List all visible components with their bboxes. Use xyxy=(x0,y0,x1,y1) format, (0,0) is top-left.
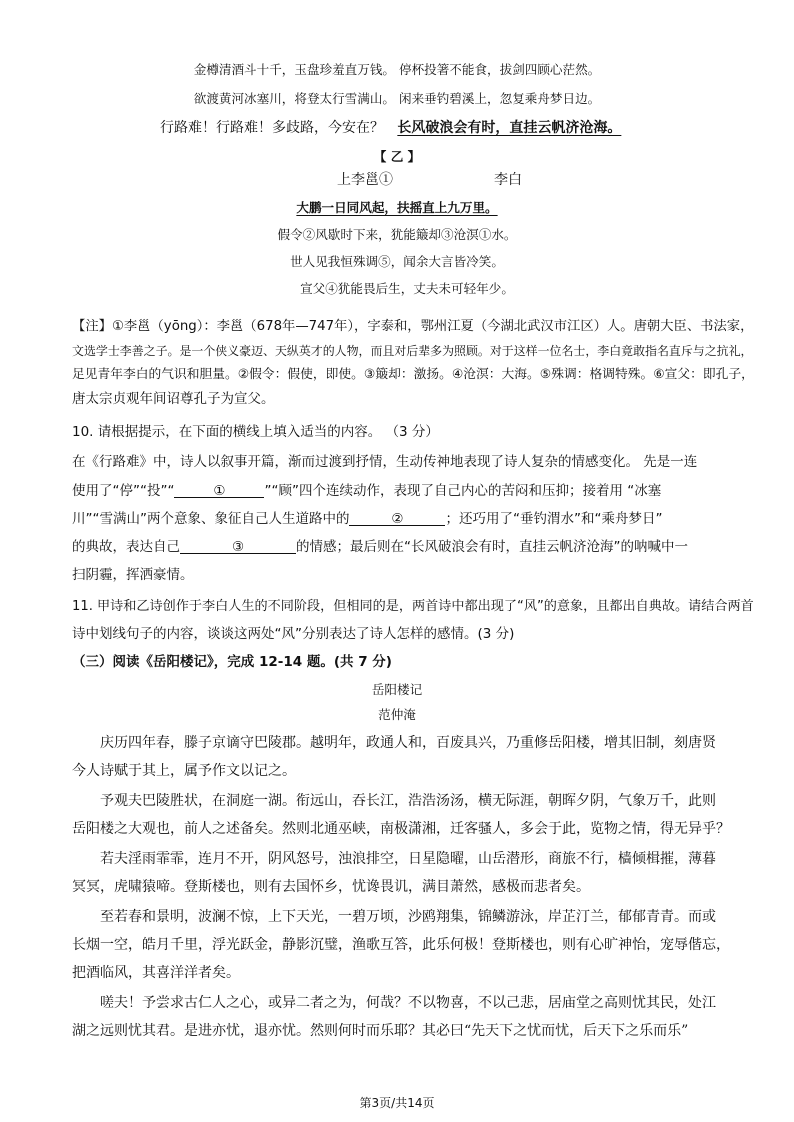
essay-p5-line-1: 嗟夫！予尝求古仁人之心，或异二者之为，何哉？不以物喜，不以己悲，居庙堂之高则忧其民，处江 xyxy=(100,995,716,1011)
question-11-line-1: 11. 甲诗和乙诗创作于李白人生的不同阶段，但相同的是，两首诗中都出现了“风”的意象，且都出自典故。请结合两首 xyxy=(72,599,754,614)
poem-jia-line-2: 欲渡黄河冰塞川，将登太行雪满山。 闲来垂钓碧溪上，忽复乘舟梦日边。 xyxy=(193,91,601,106)
essay-p4-line-2: 长烟一空，皓月千里，浮光跃金，静影沉璧，渔歌互答，此乐何极！登斯楼也，则有心旷神怡，宠辱偕忘， xyxy=(72,937,730,953)
poem-jia-line-1: 金樽清酒斗十千，玉盘珍羞直万钱。 停杯投箸不能食，拔剑四顾心茫然。 xyxy=(193,62,601,77)
essay-p1-line-2: 今人诗赋于其上，属予作文以记之。 xyxy=(72,763,296,779)
essay-p1-line-1: 庆历四年春，滕子京谪守巴陵郡。越明年，政通人和，百废具兴，乃重修岳阳楼，增其旧制，刻唐贤 xyxy=(100,735,716,751)
essay-author: 范仲淹 xyxy=(378,707,416,722)
note-line-4: 唐太宗贞观年间诏尊孔子为宣父。 xyxy=(72,391,275,407)
question-10-line-4-b: 的情感；最后则在“长风破浪会有时，直挂云帆济沧海”的呐喊中一 xyxy=(296,539,688,555)
question-10-line-3-b: ；还巧用了“垂钓渭水”和“乘舟梦日” xyxy=(445,511,663,527)
poem-jia-underlined-line: 长风破浪会有时，直挂云帆济沧海。 xyxy=(397,120,622,136)
question-10-line-2 xyxy=(72,481,661,501)
question-10-line-3 xyxy=(72,509,662,529)
page-number: 第3页/共14页 xyxy=(359,1096,435,1110)
question-10-line-2-a: 使用了“停”“投”“ xyxy=(72,483,175,499)
essay-p3-line-1: 若夫淫雨霏霏，连月不开，阴风怒号，浊浪排空，日星隐曜，山岳潜形，商旅不行，樯倾楫摧，薄暮 xyxy=(100,851,716,867)
answer-blank-3[interactable]: ③ xyxy=(180,537,296,554)
poem-jia-line-3-text: 行路难！行路难！多歧路，今安在？ xyxy=(160,120,384,136)
question-10-line-2-b: ”“顾”四个连续动作，表现了自己内心的苦闷和压抑；接着用 “冰塞 xyxy=(264,483,662,499)
essay-p5-line-2: 湖之远则忧其君。是进亦忧，退亦忧。然则何时而乐耶？其必曰“先天下之忧而忧，后天下之乐而乐” xyxy=(72,1023,689,1039)
answer-blank-1[interactable]: ① xyxy=(174,481,264,498)
essay-p4-line-3: 把酒临风，其喜洋洋者矣。 xyxy=(72,965,240,981)
section-3-heading: （三）阅读《岳阳楼记》，完成 12-14 题。(共 7 分) xyxy=(72,654,392,670)
question-10-line-1: 在《行路难》中，诗人以叙事开篇，渐而过渡到抒情，生动传神地表现了诗人复杂的情感变化。 先是一连 xyxy=(72,454,698,470)
poem-yi-underlined-line: 大鹏一日同风起，扶摇直上九万里。 xyxy=(296,200,498,215)
poem-yi-title: 上李邕① xyxy=(337,172,393,188)
question-10-line-5: 扫阴霾，挥洒豪情。 xyxy=(72,567,194,583)
poem-yi-line-2: 假令②风歇时下来，犹能簸却③沧溟①水。 xyxy=(277,227,517,242)
question-10-line-4 xyxy=(72,537,688,557)
poem-yi-marker: 【 乙 】 xyxy=(373,149,421,164)
question-10-stem: 10. 请根据提示，在下面的横线上填入适当的内容。 （3 分） xyxy=(72,424,439,440)
essay-p4-line-1: 至若春和景明，波澜不惊，上下天光，一碧万顷，沙鸥翔集，锦鳞游泳，岸芷汀兰，郁郁青青。而或 xyxy=(100,909,716,925)
poem-jia-line-3 xyxy=(160,118,621,138)
essay-p3-line-2: 冥冥，虎啸猿啼。登斯楼也，则有去国怀乡，忧谗畏讥，满目萧然，感极而悲者矣。 xyxy=(72,879,590,895)
note-line-2: 文选学士李善之子。是一个侠义豪迈、天纵英才的人物，而且对后辈多为照顾。对于这样一位名士，李白竟敢指名直斥与之抗礼， xyxy=(72,344,753,358)
essay-p2-line-1: 予观夫巴陵胜状，在洞庭一湖。衔远山，吞长江，浩浩汤汤，横无际涯，朝晖夕阴，气象万千，此则 xyxy=(100,793,716,809)
note-line-1: 【注】①李邕（yōng）：李邕（678年—747年），字泰和，鄂州江夏（今湖北武汉市江区）人。唐朝大臣、书法家， xyxy=(72,319,754,334)
answer-blank-2[interactable]: ② xyxy=(349,509,445,526)
essay-title: 岳阳楼记 xyxy=(371,682,423,697)
question-11-line-2: 诗中划线句子的内容，谈谈这两处“风”分别表达了诗人怎样的感情。(3 分) xyxy=(72,626,515,642)
essay-p2-line-2: 岳阳楼之大观也，前人之述备矣。然则北通巫峡，南极潇湘，迁客骚人，多会于此，览物之情，得无异乎？ xyxy=(72,821,730,837)
question-10-line-3-a: 川”“雪满山”两个意象、象征自己人生道路中的 xyxy=(72,511,350,527)
poem-yi-line-4: 宣父④犹能畏后生，丈夫未可轻年少。 xyxy=(300,281,514,296)
question-10-line-4-a: 的典故，表达自己 xyxy=(72,539,180,555)
poem-yi-line-3: 世人见我恒殊调⑤，闻余大言皆冷笑。 xyxy=(290,254,504,269)
note-line-3: 足见青年李白的气识和胆量。②假令：假使，即使。③簸却：激扬。④沧溟：大海。⑤殊调：格调特殊。⑥宣父：即孔子， xyxy=(72,367,754,382)
poem-yi-line-1-wrap xyxy=(0,198,794,218)
poem-yi-author: 李白 xyxy=(494,172,522,188)
